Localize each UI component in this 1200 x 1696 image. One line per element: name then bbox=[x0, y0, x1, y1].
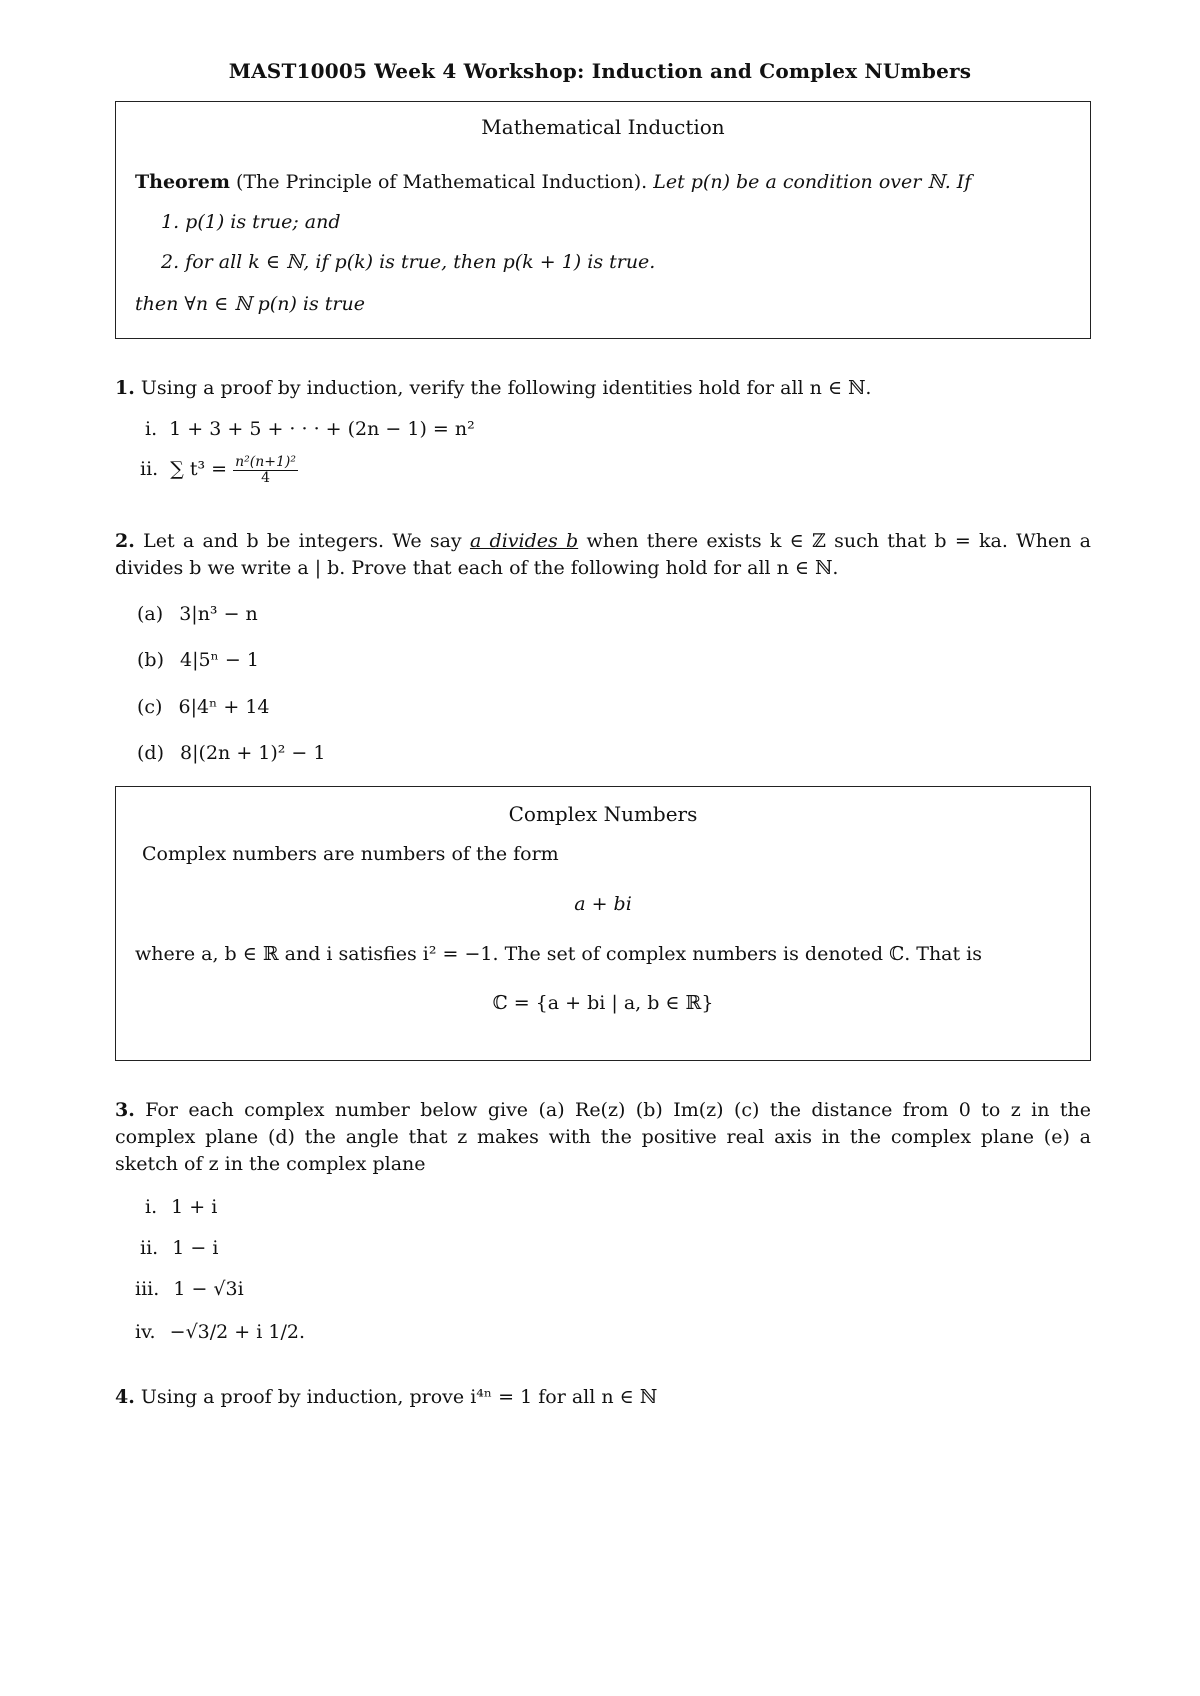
item-label: iv. bbox=[135, 1321, 156, 1343]
question-1-text: Using a proof by induction, verify the following identities hold for all n ∈ ℕ. bbox=[140, 377, 872, 399]
item-expression: 1 + 3 + 5 + · · · + (2n − 1) = n² bbox=[169, 418, 475, 440]
theorem-intro: Let p(n) be a condition over ℕ. If bbox=[653, 171, 972, 193]
induction-box-heading: Mathematical Induction bbox=[481, 115, 725, 139]
question-2-part-d bbox=[137, 741, 325, 767]
question-2-part-c bbox=[137, 695, 270, 721]
sum-expression bbox=[170, 454, 298, 486]
complex-set: ℂ = {a + bi | a, b ∈ ℝ} bbox=[492, 992, 714, 1014]
sum-fraction bbox=[233, 455, 298, 485]
theorem-label: Theorem bbox=[135, 171, 230, 193]
item-label: iii. bbox=[135, 1278, 160, 1300]
theorem-condition-2: 2. for all k ∈ ℕ, if p(k) is true, then p(k + 1) is true. bbox=[161, 251, 656, 273]
induction-box bbox=[115, 101, 1091, 339]
question-3-text: For each complex number below give (a) Re(z) (b) Im(z) (c) the distance from 0 to z in the complex plane (d) the angle that z makes with the positive real axis in the complex plane (e) a sketch of z in the complex plane bbox=[115, 1099, 1091, 1175]
question-2-part-b bbox=[137, 648, 259, 674]
theorem-condition-1: 1. p(1) is true; and bbox=[161, 211, 341, 233]
question-4-number: 4. bbox=[115, 1386, 135, 1408]
theorem-statement bbox=[135, 170, 1075, 196]
complex-where: where a, b ∈ ℝ and i satisfies i² = −1. The set of complex numbers is denoted ℂ. That is bbox=[135, 943, 983, 965]
item-expression: 1 − √3i bbox=[173, 1278, 244, 1300]
fraction-denominator: 4 bbox=[261, 469, 270, 486]
item-label: i. bbox=[145, 418, 158, 440]
question-2-number: 2. bbox=[115, 530, 135, 552]
question-1-number: 1. bbox=[115, 377, 135, 399]
question-3 bbox=[115, 1097, 1091, 1178]
question-2 bbox=[115, 528, 1091, 582]
part-expression: 6|4ⁿ + 14 bbox=[178, 696, 270, 718]
complex-intro: Complex numbers are numbers of the form bbox=[142, 843, 559, 865]
item-expression: 1 + i bbox=[171, 1196, 218, 1218]
part-label: (a) bbox=[137, 603, 164, 625]
question-2-part-a bbox=[137, 602, 258, 628]
item-expression: 1 − i bbox=[172, 1237, 219, 1259]
question-1-item-ii bbox=[140, 455, 298, 485]
sum-lhs: ∑ t³ = bbox=[170, 458, 228, 481]
item-label: ii. bbox=[140, 458, 159, 481]
question-3-item-ii bbox=[140, 1236, 218, 1262]
page-title: MAST10005 Week 4 Workshop: Induction and Complex NUmbers bbox=[228, 59, 972, 83]
question-3-item-i bbox=[145, 1195, 217, 1221]
question-4 bbox=[115, 1385, 1091, 1411]
part-expression: 4|5ⁿ − 1 bbox=[180, 649, 259, 671]
fraction-numerator: n²(n+1)² bbox=[235, 454, 296, 470]
question-2-text-b: when there exists k ∈ ℤ such that b = ka. When a divides b we write a | b. Prove that each of the following hold for all n ∈ ℕ. bbox=[115, 530, 1092, 579]
part-label: (d) bbox=[137, 742, 164, 764]
item-label: i. bbox=[145, 1196, 158, 1218]
question-3-item-iii bbox=[135, 1277, 244, 1303]
item-expression: −√3/2 + i 1/2. bbox=[169, 1321, 305, 1343]
question-1-item-i bbox=[145, 417, 475, 443]
question-3-number: 3. bbox=[115, 1099, 135, 1121]
question-2-text-a: Let a and b be integers. We say bbox=[143, 530, 462, 552]
item-label: ii. bbox=[140, 1237, 159, 1259]
question-4-text: Using a proof by induction, prove i⁴ⁿ = 1 for all n ∈ ℕ bbox=[140, 1386, 658, 1408]
question-3-item-iv bbox=[135, 1320, 305, 1346]
question-1 bbox=[115, 376, 1091, 402]
part-label: (b) bbox=[137, 649, 164, 671]
part-expression: 3|n³ − n bbox=[179, 603, 258, 625]
complex-form: a + bi bbox=[574, 893, 632, 915]
theorem-name: (The Principle of Mathematical Induction). bbox=[235, 171, 648, 193]
complex-box-heading: Complex Numbers bbox=[508, 802, 698, 826]
part-expression: 8|(2n + 1)² − 1 bbox=[180, 742, 326, 764]
part-label: (c) bbox=[137, 696, 163, 718]
theorem-conclusion: then ∀n ∈ ℕ p(n) is true bbox=[135, 293, 365, 315]
defined-term: a divides b bbox=[469, 530, 579, 552]
complex-numbers-box bbox=[115, 786, 1091, 1061]
